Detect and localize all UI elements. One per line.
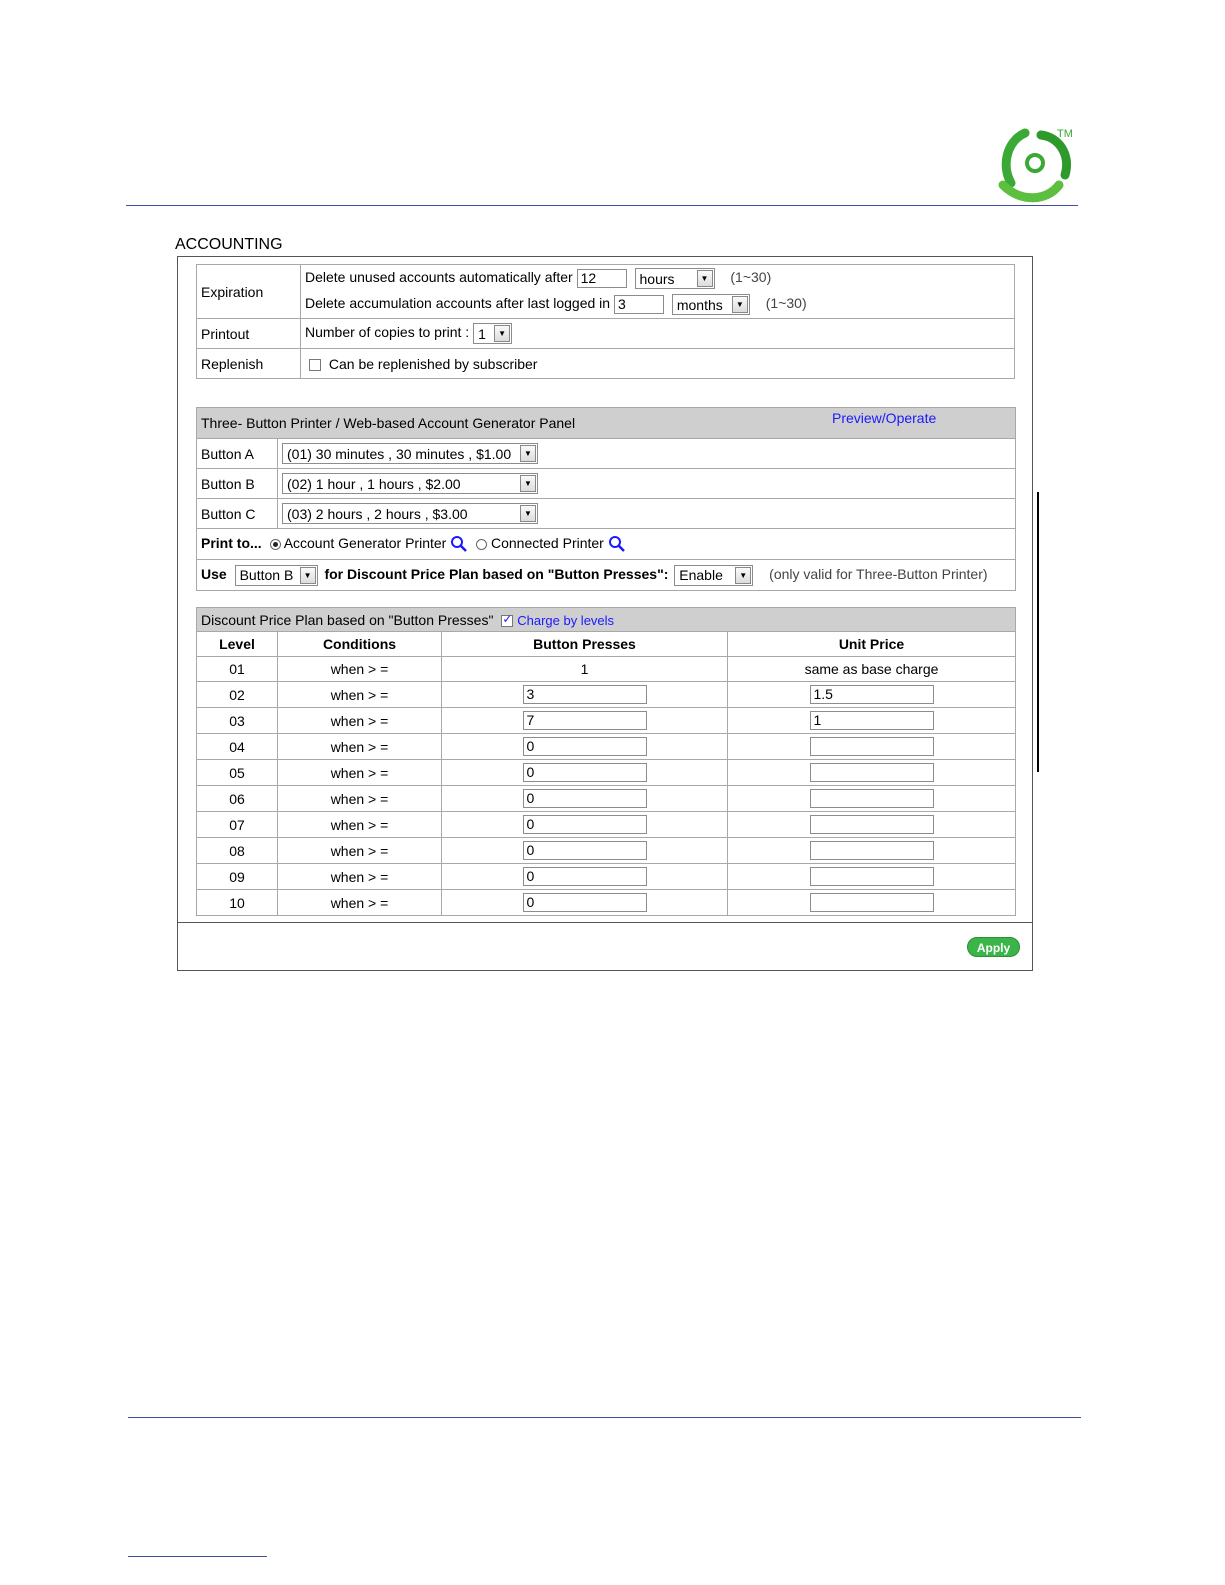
level-cell: 01	[197, 657, 278, 682]
apply-button[interactable]: Apply	[967, 937, 1020, 957]
charge-by-levels-label[interactable]: Charge by levels	[517, 612, 615, 628]
exp-unused-text: Delete unused accounts automatically after	[305, 269, 573, 286]
condition-cell: when > =	[278, 657, 442, 682]
presses-input[interactable]: 0	[523, 893, 647, 912]
chevron-down-icon: ▼	[732, 296, 748, 313]
level-cell: 07	[197, 812, 278, 838]
condition-cell: when > =	[278, 890, 442, 916]
condition-cell: when > =	[278, 838, 442, 864]
condition-cell: when > =	[278, 760, 442, 786]
print-option-1: Account Generator Printer	[283, 534, 447, 551]
condition-cell: when > =	[278, 682, 442, 708]
presses-input[interactable]: 0	[523, 815, 647, 834]
chevron-down-icon: ▼	[520, 505, 536, 522]
printout-label: Printout	[197, 319, 301, 349]
table-row	[197, 708, 1016, 734]
condition-cell: when > =	[278, 786, 442, 812]
use-text: for Discount Price Plan based on "Button Presses":	[324, 565, 669, 582]
level-cell: 09	[197, 864, 278, 890]
exp-accum-unit-select[interactable]: months ▼	[672, 294, 750, 315]
preview-operate-link[interactable]: Preview/Operate	[832, 410, 937, 426]
presses-cell: 1	[442, 657, 728, 682]
chevron-down-icon: ▼	[494, 325, 510, 342]
discount-table	[196, 607, 1016, 916]
price-cell: same as base charge	[728, 657, 1016, 682]
level-cell: 05	[197, 760, 278, 786]
unit-price-input[interactable]	[810, 737, 934, 756]
unit-price-input[interactable]	[810, 841, 934, 860]
presses-input[interactable]: 7	[523, 711, 647, 730]
level-cell: 10	[197, 890, 278, 916]
search-icon[interactable]	[608, 535, 626, 553]
replenish-label: Replenish	[197, 349, 301, 379]
table-row	[197, 864, 1016, 890]
copies-text: Number of copies to print :	[305, 324, 470, 341]
button-a-select[interactable]: (01) 30 minutes , 30 minutes , $1.00 ▼	[282, 443, 538, 464]
exp-unused-range: (1~30)	[730, 269, 772, 286]
unit-price-input[interactable]	[810, 893, 934, 912]
discount-title: Discount Price Plan based on "Button Presses"	[201, 611, 494, 628]
enable-select[interactable]: Enable ▼	[674, 565, 753, 586]
page-title: ACCOUNTING	[175, 236, 283, 253]
unit-price-input[interactable]	[810, 763, 934, 782]
table-row	[197, 838, 1016, 864]
company-logo	[995, 125, 1077, 203]
trademark-mark: TM	[1057, 128, 1073, 140]
replenish-checkbox[interactable]	[309, 359, 321, 371]
col-level: Level	[197, 632, 278, 657]
presses-input[interactable]: 0	[523, 737, 647, 756]
exp-unused-unit-select[interactable]: hours ▼	[635, 268, 715, 289]
exp-accum-range: (1~30)	[765, 295, 807, 312]
chevron-down-icon: ▼	[697, 270, 713, 287]
button-b-label: Button B	[197, 469, 278, 499]
use-note: (only valid for Three-Button Printer)	[769, 565, 988, 582]
search-icon[interactable]	[450, 535, 468, 553]
use-label: Use	[201, 565, 227, 582]
panel-title: Three- Button Printer / Web-based Account Generator Panel	[201, 415, 576, 431]
table-row	[197, 786, 1016, 812]
exp-accum-input[interactable]: 3	[614, 295, 664, 314]
table-row	[197, 812, 1016, 838]
table-row	[197, 682, 1016, 708]
level-cell: 03	[197, 708, 278, 734]
unit-price-input[interactable]	[810, 815, 934, 834]
table-row	[197, 734, 1016, 760]
table-row	[197, 760, 1016, 786]
side-bar-marker	[1037, 492, 1039, 772]
level-cell: 08	[197, 838, 278, 864]
presses-input[interactable]: 0	[523, 763, 647, 782]
presses-input[interactable]: 3	[523, 685, 647, 704]
chevron-down-icon: ▼	[520, 475, 536, 492]
radio-connected-printer[interactable]	[476, 539, 487, 550]
header-rule	[126, 205, 1078, 206]
unit-price-input[interactable]	[810, 867, 934, 886]
unit-price-input[interactable]: 1.5	[810, 685, 934, 704]
unit-price-input[interactable]	[810, 789, 934, 808]
table-row	[197, 657, 1016, 682]
print-option-2: Connected Printer	[491, 534, 604, 551]
button-c-select[interactable]: (03) 2 hours , 2 hours , $3.00 ▼	[282, 503, 538, 524]
chevron-down-icon: ▼	[300, 567, 316, 584]
printer-panel-table	[196, 407, 1016, 591]
footer-rule	[128, 1417, 1081, 1418]
print-to-label: Print to...	[201, 534, 262, 551]
expiration-label: Expiration	[197, 265, 301, 319]
condition-cell: when > =	[278, 864, 442, 890]
condition-cell: when > =	[278, 812, 442, 838]
condition-cell: when > =	[278, 734, 442, 760]
charge-by-levels-checkbox[interactable]	[501, 615, 513, 627]
level-cell: 02	[197, 682, 278, 708]
col-button-presses: Button Presses	[442, 632, 728, 657]
col-unit-price: Unit Price	[728, 632, 1016, 657]
unit-price-input[interactable]: 1	[810, 711, 934, 730]
presses-input[interactable]: 0	[523, 841, 647, 860]
button-b-select[interactable]: (02) 1 hour , 1 hours , $2.00 ▼	[282, 473, 538, 494]
radio-account-generator[interactable]	[270, 539, 281, 550]
presses-input[interactable]: 0	[523, 789, 647, 808]
exp-accum-text: Delete accumulation accounts after last logged in	[305, 295, 611, 312]
copies-select[interactable]: 1 ▼	[473, 323, 512, 344]
exp-unused-input[interactable]: 12	[577, 269, 627, 288]
table-row	[197, 890, 1016, 916]
footer-page-link-underline	[128, 1556, 267, 1557]
replenish-text: Can be replenished by subscriber	[328, 355, 538, 372]
col-conditions: Conditions	[278, 632, 442, 657]
use-button-select[interactable]: Button B ▼	[235, 565, 318, 586]
level-cell: 04	[197, 734, 278, 760]
button-a-label: Button A	[197, 439, 278, 469]
general-settings-table	[196, 264, 1015, 379]
button-c-label: Button C	[197, 499, 278, 529]
chevron-down-icon: ▼	[520, 445, 536, 462]
level-cell: 06	[197, 786, 278, 812]
condition-cell: when > =	[278, 708, 442, 734]
chevron-down-icon: ▼	[735, 567, 751, 584]
presses-input[interactable]: 0	[523, 867, 647, 886]
